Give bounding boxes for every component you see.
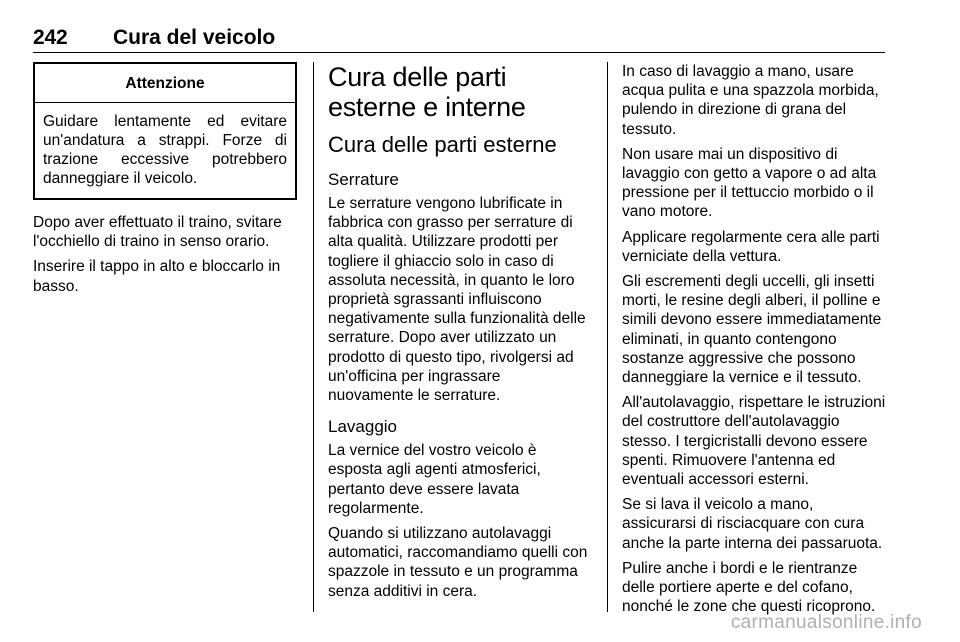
column-left: [33, 62, 297, 296]
paragraph: Le serrature vengono lubrificate in fabbrica con grasso per serrature di alta qualità. Utilizzare prodotti per togliere il ghiaccio solo in caso di assoluta necessità, in quanto le loro proprietà sgrassanti influiscono negativamente sulla funzionalità delle serrature. Dopo aver utilizzato un prodotto di questo tipo, rivolgersi ad un'officina per ingrassare nuovamente le serrature.: [328, 195, 586, 405]
paragraph: Pulire anche i bordi e le rientranze delle portiere aperte e del cofano, nonché le zone che questi ricoprono.: [622, 559, 876, 616]
topic-title-serrature: Serrature: [328, 170, 399, 189]
paragraph: Applicare regolarmente cera alle parti verniciate della vettura.: [622, 228, 880, 265]
warning-title: Attenzione: [35, 64, 295, 103]
column-right: [622, 62, 888, 616]
paragraph: Inserire il tappo in alto e bloccarlo in basso.: [33, 258, 281, 295]
page-header: [33, 22, 885, 53]
subsection-title: Cura delle parti esterne: [328, 132, 557, 157]
section-title: Cura delle parti esterne e interne: [328, 62, 526, 122]
page-number: 242: [33, 26, 68, 49]
paragraph: Se si lava il veicolo a mano, assicurarsi di risciacquare con cura anche la parte interna dei passaruota.: [622, 496, 883, 552]
paragraph: Gli escrementi degli uccelli, gli insetti morti, le resine degli alberi, il polline e simili devono essere immediatamente eliminati, in quanto contengono sostanze aggressive che possono danneggiare la vernice e il tessuto.: [622, 273, 882, 387]
paragraph: In caso di lavaggio a mano, usare acqua pulita e una spazzola morbida, pulendo in direzione di grana del tessuto.: [622, 63, 879, 138]
column-divider: [313, 62, 314, 612]
topic-title-lavaggio: Lavaggio: [328, 417, 398, 437]
warning-text: Guidare lentamente ed evitare un'andatura a strappi. Forze di trazione eccessive potrebbero danneggiare il veicolo.: [43, 113, 287, 187]
watermark: carmanualsonline.info: [730, 612, 922, 633]
running-title: Cura del veicolo: [113, 26, 276, 49]
paragraph: All'autolavaggio, rispettare le istruzioni del costruttore dell'autolavaggio stesso. I tergicristalli devono essere spenti. Rimuovere l'antenna ed eventuali accessori esterni.: [622, 394, 886, 489]
column-middle: [328, 62, 590, 601]
paragraph: Quando si utilizzano autolavaggi automatici, raccomandiamo quelli con spazzole in tessuto e un programma senza additivi in cera.: [328, 525, 588, 600]
paragraph: Dopo aver effettuato il traino, svitare l'occhiello di traino in senso orario.: [33, 214, 282, 251]
paragraph: La vernice del vostro veicolo è esposta agli agenti atmosferici, pertanto deve essere lavata regolarmente.: [328, 442, 541, 517]
paragraph: Non usare mai un dispositivo di lavaggio con getto a vapore o ad alta pressione per il tettuccio morbido o il vano motore.: [622, 145, 877, 221]
column-divider: [607, 62, 608, 612]
warning-box: [33, 62, 297, 200]
